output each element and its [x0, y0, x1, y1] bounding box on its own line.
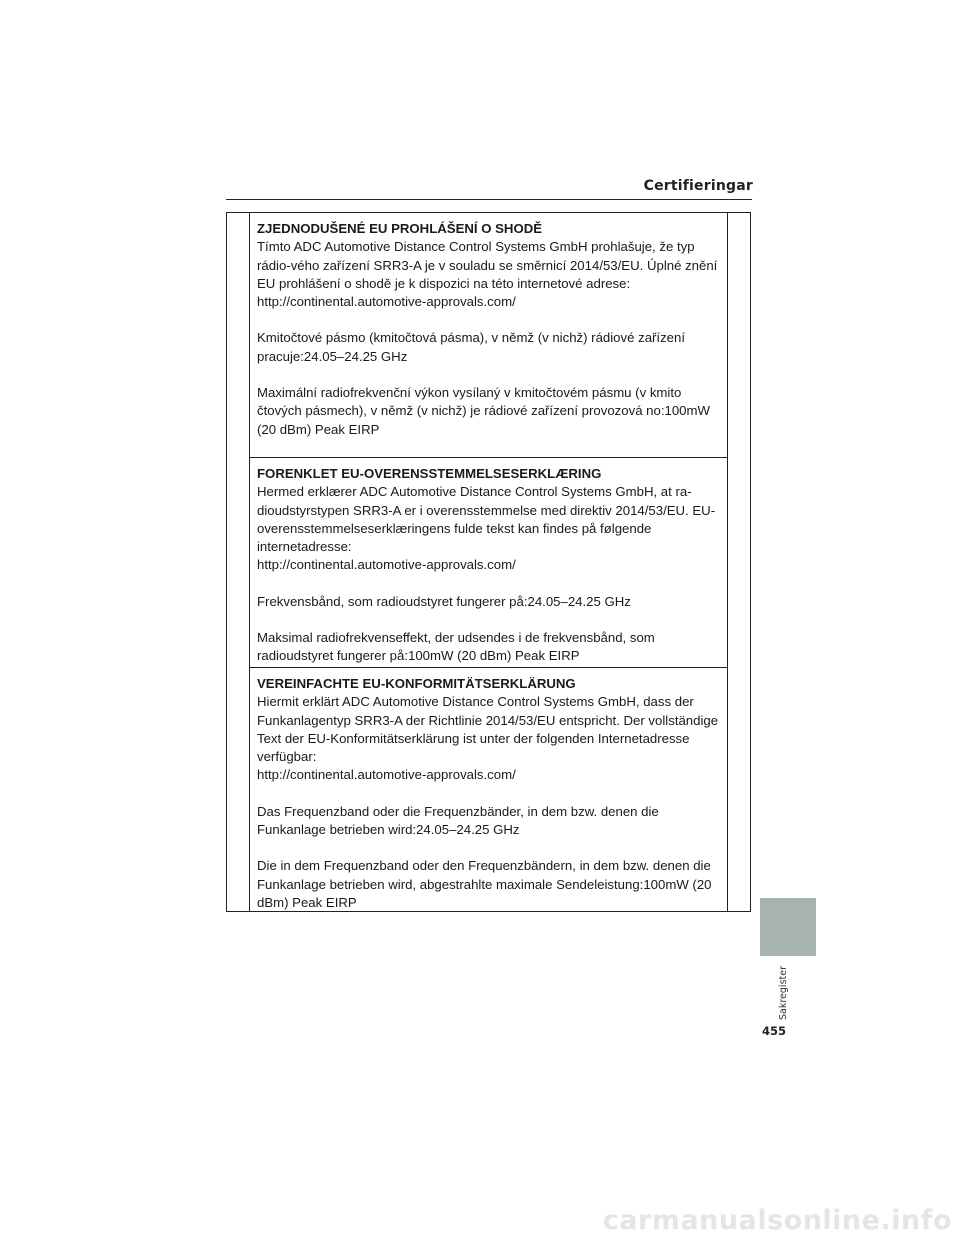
- declaration-paragraph: Maximální radiofrekvenční výkon vysílaný v kmitočtovém pásmu (v kmito čtových pásmech), v němž (v nichž) je rádiové zařízení provozová no:100mW (20 dBm) Peak EIRP: [257, 385, 710, 437]
- declaration-german: [250, 668, 727, 912]
- declaration-czech: [250, 213, 727, 457]
- page-number: 455: [761, 1024, 786, 1038]
- watermark: carmanualsonline.info: [602, 1205, 952, 1236]
- declaration-paragraph: Maksimal radiofrekvenseffekt, der udsendes i de frekvensbånd, som radioudstyret fungerer på:100mW (20 dBm) Peak EIRP: [257, 630, 655, 664]
- section-title: Certifieringar: [643, 178, 753, 194]
- index-tab: [760, 898, 816, 956]
- declaration-danish: [250, 458, 727, 666]
- declaration-paragraph: Hiermit erklärt ADC Automotive Distance Control Systems GmbH, dass der Funkanlagentyp SRR3-A der Richtlinie 2014/53/EU entspricht. Der vollständige Text der EU-Konformitätserklärung ist unter der folgenden Internetadresse verfügbar: http://continental.automotive-approvals.com/: [257, 694, 719, 783]
- index-tab-label: Sakregister: [778, 966, 789, 1020]
- declaration-paragraph: Das Frequenzband oder die Frequenzbänder, in dem bzw. denen die Funkanlage betrieben wird:24.05–24.25 GHz: [257, 803, 659, 838]
- declaration-paragraph: Frekvensbånd, som radioudstyret fungerer på:24.05–24.25 GHz: [257, 593, 631, 609]
- declaration-table: [226, 212, 751, 912]
- declaration-paragraph: Hermed erklærer ADC Automotive Distance Control Systems GmbH, at ra-dioudstyrstypen SRR3-A er i overensstemmelse med direktiv 2014/53/EU. EU-overensstemmelseserklæringens fulde tekst kan findes på følgende internetadresse: http://continental.automotive-approvals.com/: [257, 484, 716, 573]
- declaration-paragraph: Kmitočtové pásmo (kmitočtová pásma), v němž (v nichž) rádiové zařízení pracuje:24.05–24.25 GHz: [257, 330, 686, 364]
- header-divider: [226, 199, 752, 200]
- declaration-heading: VEREINFACHTE EU-KONFORMITÄTSERKLÄRUNG: [257, 676, 576, 691]
- declaration-heading: ZJEDNODUŠENÉ EU PROHLÁŠENÍ O SHODĚ: [257, 221, 543, 236]
- table-right-column-line: [727, 213, 728, 911]
- declaration-heading: FORENKLET EU-OVERENSSTEMMELSESERKLÆRING: [257, 466, 602, 481]
- declaration-paragraph: Tímto ADC Automotive Distance Control Systems GmbH prohlašuje, že typ rádio-vého zařízení SRR3-A je v souladu se směrnicí 2014/53/EU. Úplné znění EU prohlášení o shodě je k dispozici na této internetové adrese: http://continental.automotive-approvals.com/: [257, 239, 718, 310]
- declaration-paragraph: Die in dem Frequenzband oder den Frequenzbändern, in dem bzw. denen die Funkanlage betrieben wird, abgestrahlte maximale Sendeleistung:100mW (20 dBm) Peak EIRP: [257, 858, 712, 910]
